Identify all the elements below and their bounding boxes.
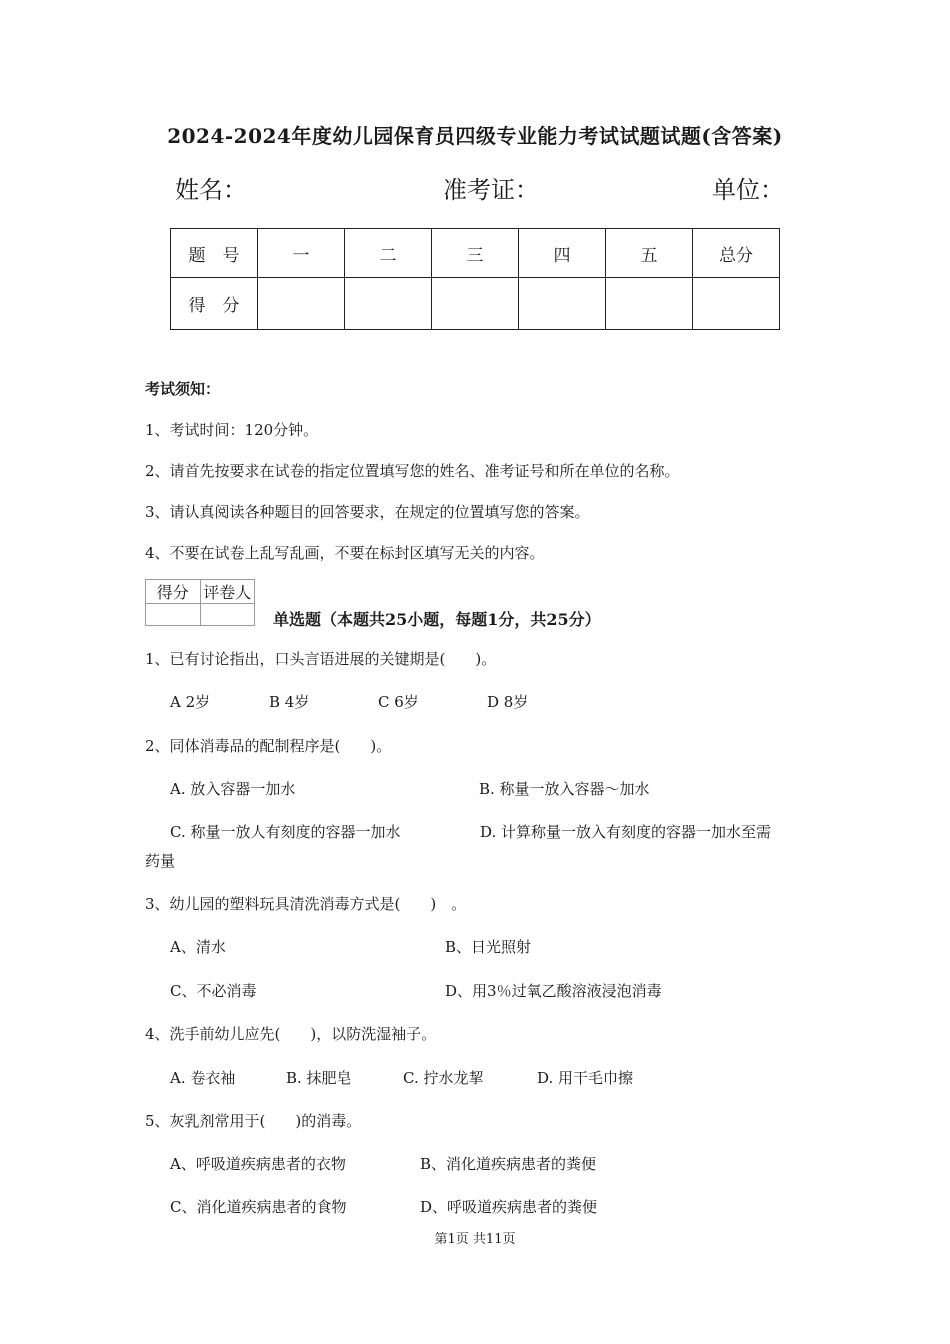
question-option: A、呼吸道疾病患者的衣物 <box>170 1155 346 1173</box>
question-stem: 3、幼儿园的塑料玩具清洗消毒方式是( ) 。 <box>145 895 467 913</box>
question-stem: 5、灰乳剂常用于( )的消毒。 <box>145 1112 362 1130</box>
score-table <box>170 228 780 330</box>
question-option: B. 抹肥皂 <box>286 1069 352 1087</box>
question-stem: 1、已有讨论指出，口头言语进展的关键期是( )。 <box>145 650 497 668</box>
question-option: C 6岁 <box>378 693 419 711</box>
score-cell[interactable] <box>345 278 432 330</box>
score-table-header-cell: 三 <box>432 229 519 278</box>
question-stem: 4、洗手前幼儿应先( )，以防洗湿袖子。 <box>145 1025 437 1043</box>
page-title: 2024-2024年度幼儿园保育员四级专业能力考试试题试题(含答案) <box>167 124 783 148</box>
section-title: 单选题（本题共25小题，每题1分，共25分） <box>273 610 601 629</box>
question-option: A. 放入容器一加水 <box>170 780 296 798</box>
score-cell[interactable] <box>606 278 693 330</box>
question-option: B 4岁 <box>269 693 310 711</box>
score-cell[interactable] <box>693 278 780 330</box>
notice-item: 1、考试时间：120分钟。 <box>145 421 319 439</box>
question-option: A 2岁 <box>170 693 211 711</box>
notice-item: 3、请认真阅读各种题目的回答要求，在规定的位置填写您的答案。 <box>145 503 590 521</box>
grader-name-label: 评卷人 <box>200 580 255 604</box>
grader-score-cell[interactable] <box>146 604 201 626</box>
question-option: A、清水 <box>170 938 226 956</box>
score-table-header-cell: 四 <box>519 229 606 278</box>
score-table-header-row <box>171 229 780 278</box>
question-option: A. 卷衣袖 <box>170 1069 236 1087</box>
question-option: D. 计算称量一放入有刻度的容器一加水至需 <box>480 823 772 841</box>
question-option: D、用3％过氧乙酸溶液浸泡消毒 <box>445 982 662 1000</box>
question-option: C、不必消毒 <box>170 982 257 1000</box>
question-option: B. 称量一放入容器～加水 <box>479 780 650 798</box>
score-table-header-cell: 题 号 <box>171 229 258 278</box>
question-option: C、消化道疾病患者的食物 <box>170 1198 347 1216</box>
question-option: D 8岁 <box>487 693 529 711</box>
score-table-header-cell: 五 <box>606 229 693 278</box>
score-table-header-cell: 二 <box>345 229 432 278</box>
question-option: B、日光照射 <box>445 938 532 956</box>
question-option: D. 用干毛巾擦 <box>537 1069 634 1087</box>
grader-box <box>145 579 255 626</box>
exam-id-field-label: 准考证： <box>443 176 539 204</box>
question-option-continuation: 药量 <box>145 852 176 870</box>
score-table-score-row <box>171 278 780 330</box>
page-footer: 第1页 共11页 <box>434 1232 516 1247</box>
score-table-header-cell: 一 <box>258 229 345 278</box>
question-option: C. 拧水龙挈 <box>403 1069 484 1087</box>
notice-heading: 考试须知： <box>145 380 221 398</box>
notice-item: 2、请首先按要求在试卷的指定位置填写您的姓名、准考证号和所在单位的名称。 <box>145 462 680 480</box>
score-table-header-cell: 总分 <box>693 229 780 278</box>
grader-name-cell[interactable] <box>200 604 255 626</box>
name-field-label: 姓名： <box>175 176 247 204</box>
score-row-label: 得 分 <box>171 278 258 330</box>
unit-field-label: 单位： <box>712 176 784 204</box>
score-cell[interactable] <box>258 278 345 330</box>
grader-score-label: 得分 <box>146 580 201 604</box>
score-cell[interactable] <box>432 278 519 330</box>
question-option: C. 称量一放人有刻度的容器一加水 <box>170 823 401 841</box>
score-cell[interactable] <box>519 278 606 330</box>
question-stem: 2、同体消毒品的配制程序是( )。 <box>145 737 392 755</box>
question-option: D、呼吸道疾病患者的粪便 <box>420 1198 598 1216</box>
notice-item: 4、不要在试卷上乱写乱画，不要在标封区填写无关的内容。 <box>145 544 545 562</box>
question-option: B、消化道疾病患者的粪便 <box>420 1155 597 1173</box>
